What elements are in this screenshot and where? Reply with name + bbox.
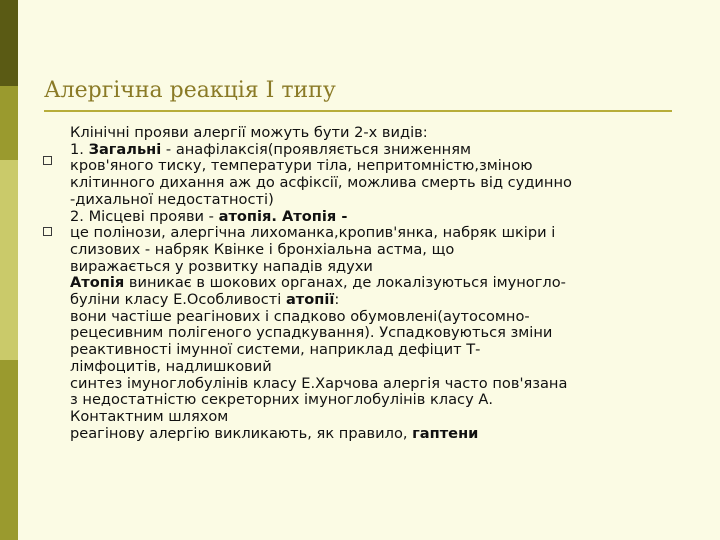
body-line: виражається у розвитку нападів ядухи — [70, 257, 373, 275]
body-line: буліни класу Е.Особливості атопії: — [70, 291, 340, 309]
body-line: слизових - набряк Квінке і бронхіальна астма, що — [70, 240, 455, 258]
slide-title: Алергічна реакція І типу — [44, 78, 336, 103]
bullet-square-icon — [43, 227, 52, 236]
body-line: синтез імуноглобулінів класу Е.Харчова алергія часто пов'язана — [70, 374, 568, 392]
body-line: Атопія виникає в шокових органах, де локалізуються імуногло- — [70, 274, 566, 292]
body-line: 2. Місцеві прояви - атопія. Атопія - — [70, 207, 348, 225]
body-line: Клінічні прояви алергії можуть бути 2-х видів: — [70, 124, 428, 141]
body-line: клітинного дихання аж до асфіксії, можлива смерть від судинно — [70, 174, 572, 192]
body-line: це полінози, алергічна лихоманка,кропив'янка, набряк шкіри і — [70, 224, 556, 242]
title-underline — [44, 110, 672, 112]
sidebar-segment-mid-lower — [0, 360, 18, 540]
bullet-square-icon — [43, 156, 52, 165]
slide-body — [70, 125, 710, 442]
sidebar-segment-mid — [0, 86, 18, 160]
sidebar-segment-light — [0, 160, 18, 360]
body-line: лімфоцитів, надлишковий — [70, 357, 272, 375]
body-line: реактивності імунної системи, наприклад дефіцит Т- — [70, 341, 481, 359]
body-line: кров'яного тиску, температури тіла, непритомністю,зміною — [70, 157, 533, 175]
body-line: Контактним шляхом — [70, 407, 229, 425]
body-line: з недостатністю секреторних імуноглобулінів класу А. — [70, 391, 493, 409]
body-line: рецесивним полігеного успадкування). Успадковуються зміни — [70, 324, 553, 342]
sidebar-segment-dark — [0, 0, 18, 86]
body-line: -дихальної недостатності) — [70, 190, 274, 208]
body-line: вони частіше реагінових і спадково обумовлені(аутосомно- — [70, 307, 530, 325]
body-line: реагінову алергію викликають, як правило, гаптени — [70, 424, 479, 442]
body-line: 1. Загальні - анафілаксія(проявляється зниженням — [70, 140, 471, 158]
